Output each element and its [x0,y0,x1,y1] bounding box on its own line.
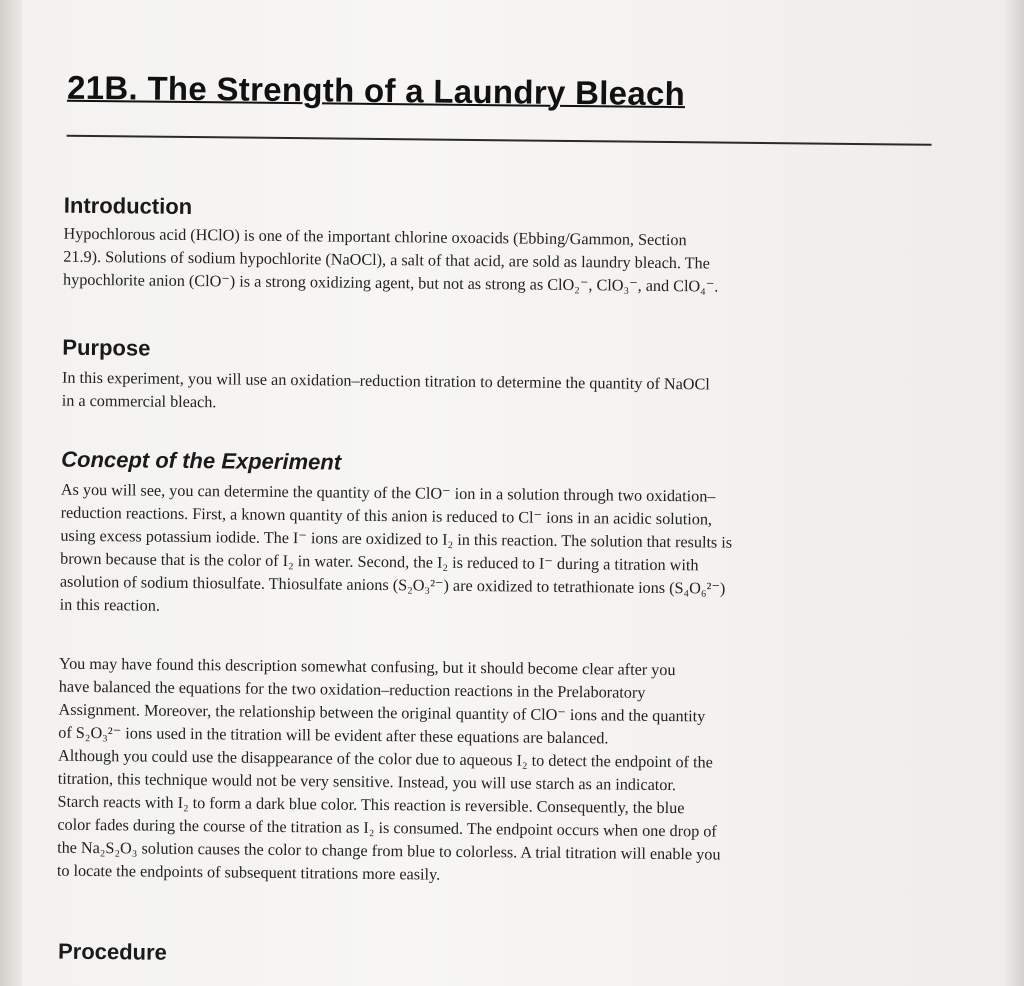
purpose-line: in a commercial bleach. [61,391,217,412]
explanation-line: Assignment. Moreover, the relationship between the original quantity of ClO⁻ ions and the quantity [58,700,706,726]
introduction-line: hypochlorite anion (ClO⁻) is a strong oxidizing agent, but not as strong as ClO₂⁻, ClO₃⁻, and ClO₄⁻. [62,270,719,296]
concept-line: using excess potassium iodide. The I⁻ ions are oxidized to I₂ in this reaction. The solution that results is [60,526,733,552]
concept-line: asolution of sodium thiosulfate. Thiosulfate anions (S₂O₃²⁻) are oxidized to tetrathionate ions (S₄O₆²⁻) [59,572,726,598]
explanation-line: the Na₂S₂O₃ solution causes the color to change from blue to colorless. A trial titration will enable you [57,838,721,864]
purpose-paragraph [62,367,710,420]
explanation-line: Starch reacts with I₂ to form a dark blue color. This reaction is reversible. Consequently, the blue [57,792,685,818]
explanation-line: titration, this technique would not be very sensitive. Instead, you will use starch as an indicator. [57,769,677,795]
explanation-line: You may have found this description somewhat confusing, but it should become clear after you [58,654,676,680]
concept-line: in this reaction. [59,595,161,615]
concept-line: As you will see, you can determine the quantity of the ClO⁻ ion in a solution through two oxidation– [60,480,716,506]
purpose-line: In this experiment, you will use an oxidation–reduction titration to determine the quantity of NaOCl [61,368,710,394]
concept-paragraph [60,479,733,624]
explanation-line: Although you could use the disappearance of the color due to aqueous I₂ to detect the endpoint of the [57,746,713,772]
explanation-line: of S₂O₃²⁻ ions used in the titration will be evident after these equations are balanced. [58,723,609,748]
procedure-heading: Procedure [57,938,167,965]
concept-line: reduction reactions. First, a known quantity of this anion is reduced to Cl⁻ ions in an acidic solution, [60,503,713,529]
page-title: 21B. The Strength of a Laundry Bleach [66,68,686,113]
title-underline-rule [67,135,932,146]
concept-line: brown because that is the color of I₂ in water. Second, the I₂ is reduced to I⁻ during a titration with [60,549,699,575]
concept-heading: Concept of the Experiment [61,446,342,475]
introduction-line: 21.9). Solutions of sodium hypochlorite (NaOCl), a salt of that acid, are sold as laundry bleach. The [63,247,710,273]
explanation-line: have balanced the equations for the two oxidation–reduction reactions in the Prelaboratory [58,677,646,702]
explanation-line: color fades during the course of the titration as I₂ is consumed. The endpoint occurs when one drop of [57,815,717,841]
purpose-heading: Purpose [62,334,151,361]
explanation-paragraph [57,653,723,890]
introduction-paragraph [63,223,719,299]
introduction-line: Hypochlorous acid (HClO) is one of the important chlorine oxoacids (Ebbing/Gammon, Section [63,224,687,250]
introduction-heading: Introduction [63,192,193,220]
explanation-line: to locate the endpoints of subsequent titrations more easily. [56,861,441,884]
